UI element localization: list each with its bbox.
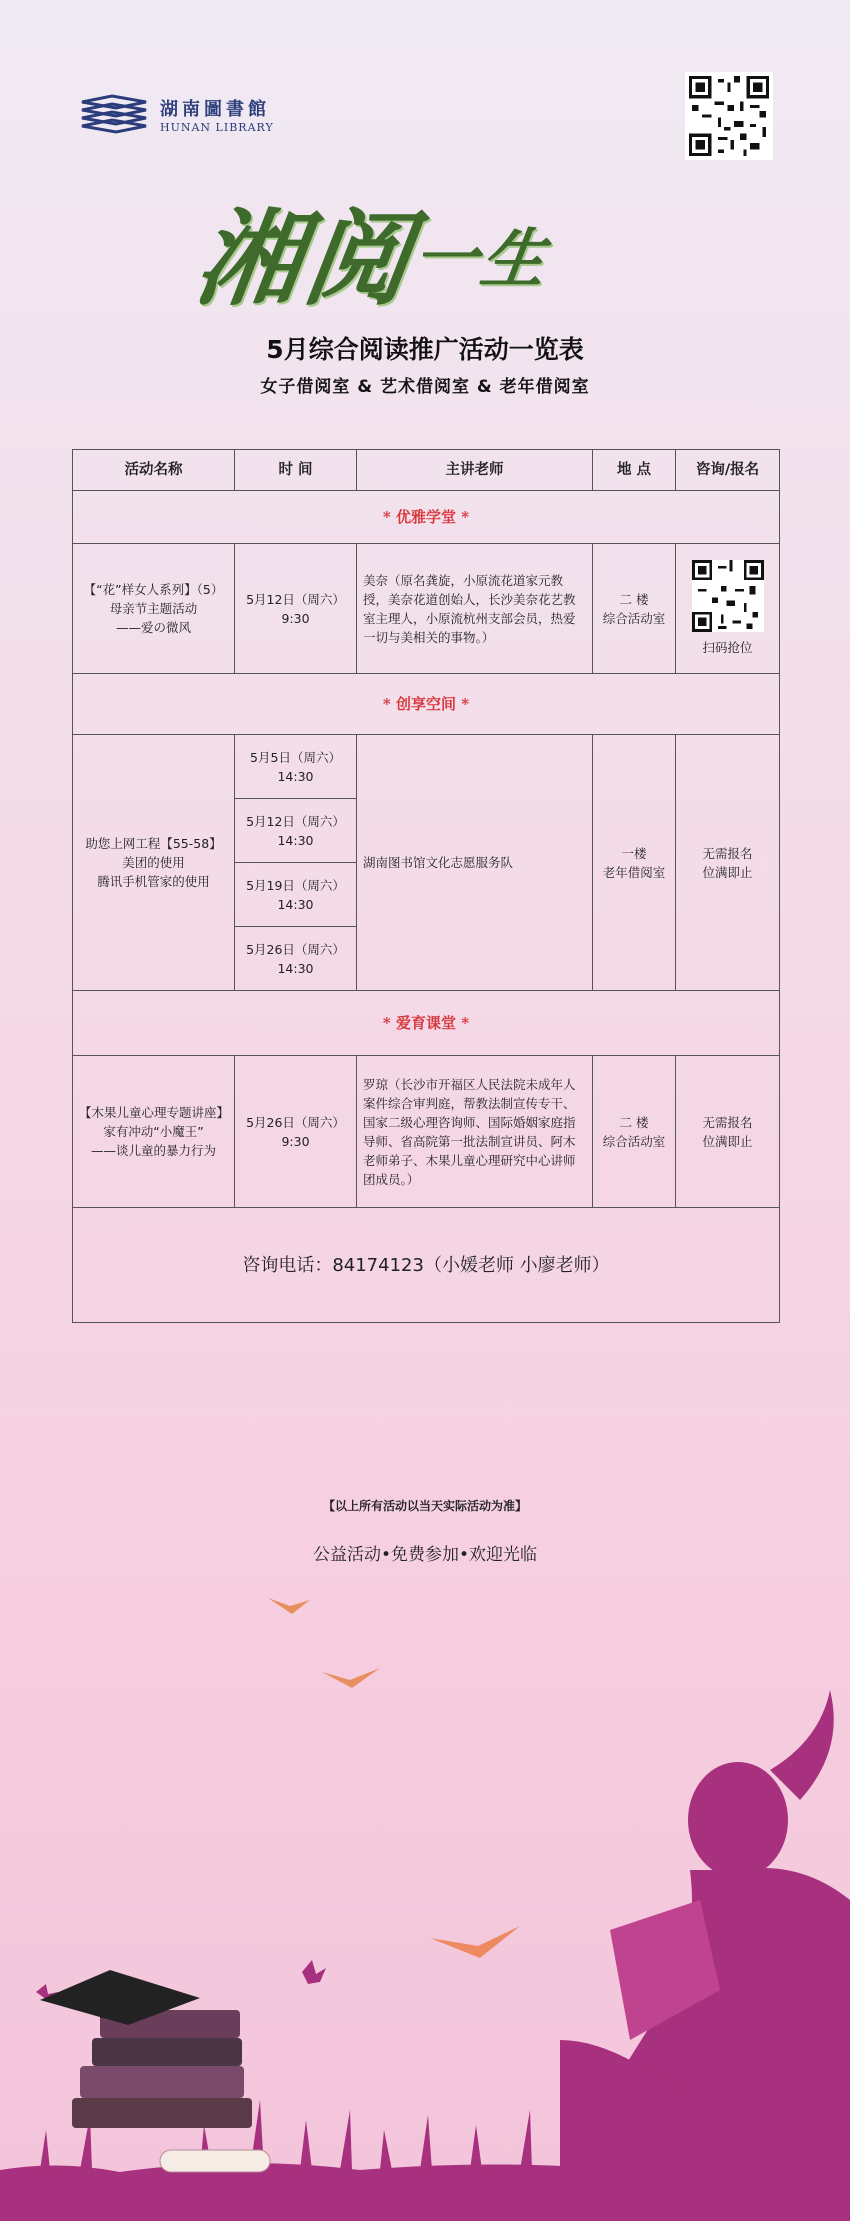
teacher-cell: 罗琼（长沙市开福区人民法院未成年人案件综合审判庭，帮教法制宣传专干、国家二级心理咨询师、国际婚姻家庭指导师、省高院第一批法制宣讲员、阿木老师弟子、木果儿童心理研究中心讲师团成员。） — [357, 1056, 593, 1208]
time-cell: 5月12日（周六）14:30 — [235, 799, 357, 863]
teacher-cell: 美奈（原名龚旋，小原流花道家元教授，美奈花道创始人，长沙美奈花艺教室主理人，小原流杭州支部会员，热爱一切与美相关的事物。） — [357, 544, 593, 674]
location-line: 综合活动室 — [602, 610, 666, 626]
activity-line: 美团的使用 — [122, 855, 185, 870]
column-header: 地 点 — [593, 450, 676, 491]
signup-cell — [676, 1056, 780, 1208]
location-cell — [593, 1056, 676, 1208]
activity-line: 【木果儿童心理专题讲座】 — [79, 1105, 230, 1120]
section-title: * 创享空间 * — [73, 674, 780, 735]
activity-cell — [73, 1056, 235, 1208]
signup-line: 位满即止 — [702, 864, 753, 880]
schedule-table — [72, 449, 780, 1323]
column-header: 时 间 — [235, 450, 357, 491]
flying-book-icon — [268, 1598, 310, 1614]
rooms-line: 女子借阅室 & 艺术借阅室 & 老年借阅室 — [260, 377, 590, 397]
page-subtitle: 5月综合阅读推广活动一览表 — [266, 335, 584, 364]
time-cell: 5月19日（周六）14:30 — [235, 863, 357, 927]
column-header: 咨询/报名 — [676, 450, 780, 491]
slogan: 公益活动•免费参加•欢迎光临 — [312, 1545, 538, 1565]
section-title: * 优雅学堂 * — [73, 491, 780, 544]
logo-chinese-name: 湖南圖書館 — [160, 98, 270, 120]
activity-line: 家有冲动“小魔王” — [103, 1124, 204, 1139]
reading-girl-silhouette — [560, 1690, 850, 2170]
signup-line: 扫码抢位 — [702, 640, 753, 655]
location-line: 综合活动室 — [602, 1133, 666, 1149]
signup-line: 无需报名 — [702, 1114, 753, 1130]
section-title: * 爱育课堂 * — [73, 991, 780, 1056]
table-header-row — [73, 450, 780, 491]
activity-cell — [73, 544, 235, 674]
qr-code-icon — [689, 76, 769, 156]
column-header: 活动名称 — [73, 450, 235, 491]
section-row — [73, 991, 780, 1056]
activity-line: ——谈儿童的暴力行为 — [90, 1143, 216, 1158]
library-logo — [78, 92, 274, 136]
activity-line: 助您上网工程【55-58】 — [85, 836, 222, 851]
time-cell: 5月26日（周六）14:30 — [235, 927, 357, 991]
activity-line: ——爱の微风 — [115, 620, 191, 635]
table-row — [73, 544, 780, 674]
table-row — [73, 735, 780, 799]
library-logo-icon — [78, 92, 150, 136]
table-row — [73, 1056, 780, 1208]
flying-book-icon — [322, 1668, 380, 1688]
section-row — [73, 491, 780, 544]
location-line: 二 楼 — [619, 1114, 649, 1130]
signup-cell[interactable] — [676, 544, 780, 674]
signup-line: 位满即止 — [702, 1133, 753, 1149]
activity-cell — [73, 735, 235, 991]
time-cell: 5月12日（周六）9:30 — [235, 544, 357, 674]
logo-english-name: HUNAN LIBRARY — [160, 120, 274, 134]
location-line: 一楼 — [621, 845, 647, 861]
time-cell: 5月5日（周六）14:30 — [235, 735, 357, 799]
butterfly-icon — [302, 1960, 326, 1984]
signup-qr-code-icon[interactable] — [692, 560, 764, 632]
contact-phone: 咨询电话：84174123（小媛老师 小廖老师） — [73, 1208, 780, 1323]
contact-row — [73, 1208, 780, 1323]
column-header: 主讲老师 — [357, 450, 593, 491]
decorative-illustration — [0, 1570, 850, 2221]
activity-line: 母亲节主题活动 — [109, 601, 198, 616]
location-cell — [593, 735, 676, 991]
time-cell: 5月26日（周六）9:30 — [235, 1056, 357, 1208]
flying-book-icon — [430, 1926, 520, 1958]
activity-line: 腾讯手机管家的使用 — [97, 874, 210, 889]
location-cell — [593, 544, 676, 674]
disclaimer-note: 【以上所有活动以当天实际活动为准】 — [322, 1499, 527, 1513]
books-stack-icon — [40, 1970, 270, 2172]
section-row — [73, 674, 780, 735]
title-calligraphy — [188, 175, 659, 320]
title-main: 湘阅 — [188, 197, 423, 320]
qr-code-top[interactable] — [685, 72, 773, 160]
activity-line: 【“花”样女人系列】（5） — [83, 582, 224, 597]
title-tail: 一生 — [408, 222, 555, 297]
teacher-cell: 湖南图书馆文化志愿服务队 — [357, 735, 593, 991]
signup-line: 无需报名 — [702, 845, 753, 861]
location-line: 二 楼 — [619, 591, 649, 607]
signup-cell — [676, 735, 780, 991]
location-line: 老年借阅室 — [602, 864, 666, 880]
